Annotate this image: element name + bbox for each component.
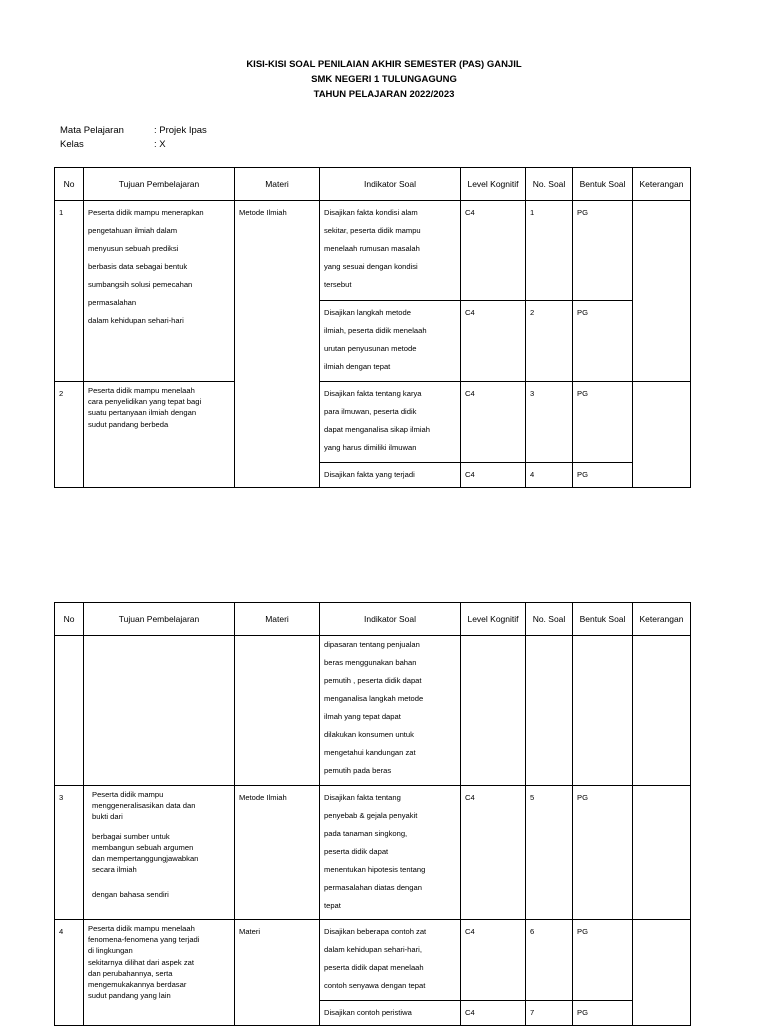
- title-line-3: TAHUN PELAJARAN 2022/2023: [313, 89, 455, 100]
- row-level: C4: [461, 920, 526, 1001]
- row-bentuk: PG: [573, 201, 633, 301]
- row-nosoal: 3: [526, 382, 573, 463]
- document-header: [0, 57, 768, 102]
- col-materi: Materi: [235, 603, 320, 636]
- row-no: [55, 636, 84, 786]
- row-nosoal: 7: [526, 1001, 573, 1026]
- row-indikator: Disajikan contoh peristiwa: [320, 1001, 461, 1026]
- row-tujuan: [84, 636, 235, 786]
- col-indikator: Indikator Soal: [320, 603, 461, 636]
- row-level: C4: [461, 301, 526, 382]
- col-nosoal: No. Soal: [526, 168, 573, 201]
- col-tujuan: Tujuan Pembelajaran: [84, 603, 235, 636]
- row-keterangan: [633, 201, 691, 382]
- table-header-row: [55, 603, 691, 636]
- title-line-2: SMK NEGERI 1 TULUNGAGUNG: [311, 74, 457, 85]
- row-tujuan: Peserta didik mampu menelaah cara penyelidikan yang tepat bagi suatu pertanyaan ilmiah dengan sudut pandang berbeda: [84, 382, 235, 488]
- row-tujuan: Peserta didik mampu menggeneralisasikan data dan bukti dari berbagai sumber untuk membangun sebuah argumen dan mempertanggungjawabkan secara ilmiah dengan bahasa sendiri: [84, 786, 235, 920]
- row-no: 4: [55, 920, 84, 1026]
- row-no: 1: [55, 201, 84, 382]
- row-keterangan: [633, 786, 691, 920]
- row-indikator: Disajikan fakta kondisi alam sekitar, peserta didik mampu menelaah rumusan masalah yang sesuai dengan kondisi tersebut: [320, 201, 461, 301]
- row-nosoal: [526, 636, 573, 786]
- row-level: C4: [461, 1001, 526, 1026]
- row-nosoal: 4: [526, 463, 573, 488]
- row-indikator: dipasaran tentang penjualan beras menggunakan bahan pemutih , peserta didik dapat menganalisa langkah metode ilmah yang tepat dapat dilakukan konsumen untuk mengetahui kandungan zat pemutih pada beras: [320, 636, 461, 786]
- subject-label: Mata Pelajaran: [60, 125, 124, 136]
- row-keterangan: [633, 382, 691, 488]
- row-tujuan: Peserta didik mampu menerapkan pengetahuan ilmiah dalam menyusun sebuah prediksi berbasis data sebagai bentuk sumbangsih solusi pemecahan permasalahan dalam kehidupan sehari-hari: [84, 201, 235, 382]
- table-row: [55, 382, 691, 463]
- col-bentuk: Bentuk Soal: [573, 168, 633, 201]
- col-bentuk: Bentuk Soal: [573, 603, 633, 636]
- row-level: C4: [461, 786, 526, 920]
- row-keterangan: [633, 920, 691, 1026]
- row-indikator: Disajikan beberapa contoh zat dalam kehidupan sehari-hari, peserta didik dapat menelaah contoh senyawa dengan tepat: [320, 920, 461, 1001]
- row-bentuk: PG: [573, 786, 633, 920]
- row-keterangan: [633, 636, 691, 786]
- row-indikator: Disajikan langkah metode ilmiah, peserta didik menelaah urutan penyusunan metode ilmiah dengan tepat: [320, 301, 461, 382]
- col-materi: Materi: [235, 168, 320, 201]
- row-level: C4: [461, 463, 526, 488]
- row-nosoal: 6: [526, 920, 573, 1001]
- row-nosoal: 1: [526, 201, 573, 301]
- row-materi: Materi: [235, 920, 320, 1026]
- row-level: [461, 636, 526, 786]
- col-level: Level Kognitif: [461, 603, 526, 636]
- row-tujuan: Peserta didik mampu menelaah fenomena-fenomena yang terjadi di lingkungan sekitarnya dilihat dari aspek zat dan perubahannya, serta mengemukakannya berdasar sudut pandang yang lain: [84, 920, 235, 1026]
- class-value: : X: [154, 139, 166, 150]
- row-materi: [235, 636, 320, 786]
- subject-value: : Projek Ipas: [154, 125, 207, 136]
- row-bentuk: PG: [573, 382, 633, 463]
- row-materi: Metode Ilmiah: [235, 201, 320, 488]
- table-row: [55, 636, 691, 786]
- row-bentuk: PG: [573, 463, 633, 488]
- col-no: No: [55, 603, 84, 636]
- col-nosoal: No. Soal: [526, 603, 573, 636]
- row-nosoal: 2: [526, 301, 573, 382]
- row-bentuk: [573, 636, 633, 786]
- col-tujuan: Tujuan Pembelajaran: [84, 168, 235, 201]
- table-row: [55, 920, 691, 1001]
- row-level: C4: [461, 201, 526, 301]
- row-materi: Metode Ilmiah: [235, 786, 320, 920]
- row-bentuk: PG: [573, 1001, 633, 1026]
- row-bentuk: PG: [573, 301, 633, 382]
- row-indikator: Disajikan fakta tentang karya para ilmuwan, peserta didik dapat menganalisa sikap ilmiah yang harus dimiliki ilmuwan: [320, 382, 461, 463]
- table-header-row: [55, 168, 691, 201]
- title-line-1: KISI-KISI SOAL PENILAIAN AKHIR SEMESTER (PAS) GANJIL: [246, 59, 522, 70]
- grid-table-1: [54, 167, 691, 488]
- row-level: C4: [461, 382, 526, 463]
- row-nosoal: 5: [526, 786, 573, 920]
- row-no: 2: [55, 382, 84, 488]
- class-label: Kelas: [60, 139, 84, 150]
- col-keterangan: Keterangan: [633, 168, 691, 201]
- row-no: 3: [55, 786, 84, 920]
- col-keterangan: Keterangan: [633, 603, 691, 636]
- col-no: No: [55, 168, 84, 201]
- table-row: [55, 786, 691, 920]
- col-level: Level Kognitif: [461, 168, 526, 201]
- row-bentuk: PG: [573, 920, 633, 1001]
- row-indikator: Disajikan fakta tentang penyebab & gejala penyakit pada tanaman singkong, peserta didik dapat menentukan hipotesis tentang permasalahan diatas dengan tepat: [320, 786, 461, 920]
- col-indikator: Indikator Soal: [320, 168, 461, 201]
- grid-table-2: [54, 602, 691, 1026]
- table-row: [55, 201, 691, 301]
- row-indikator: Disajikan fakta yang terjadi: [320, 463, 461, 488]
